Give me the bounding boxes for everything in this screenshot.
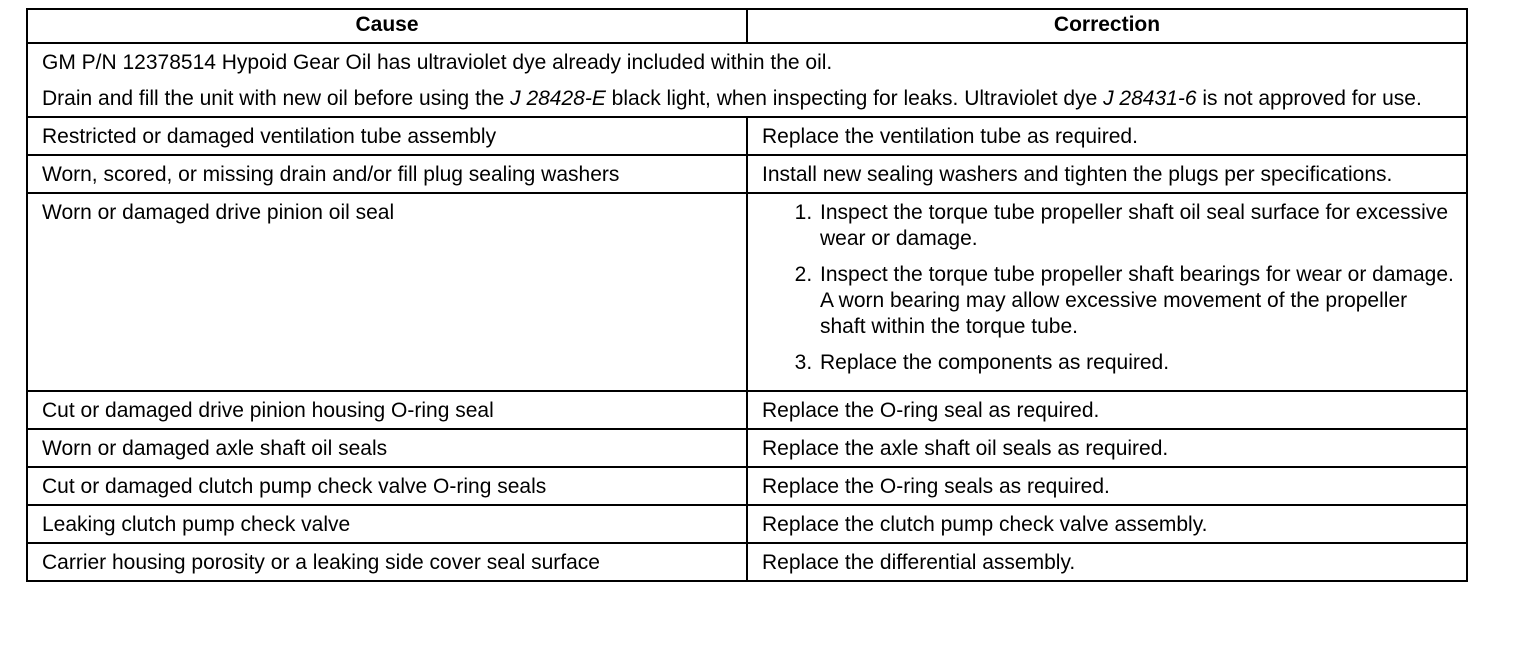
header-row [27, 9, 1467, 43]
column-header-cause: Cause [27, 9, 747, 43]
table-row [27, 467, 1467, 505]
correction-step: 3. Replace the components as required. [818, 350, 1454, 376]
correction-step: 1. Inspect the torque tube propeller shaft oil seal surface for excessive wear or damage. [818, 200, 1454, 252]
cause-cell: Carrier housing porosity or a leaking side cover seal surface [27, 543, 747, 581]
tool-reference-dye: J 28431-6 [1103, 87, 1197, 110]
cause-cell: Worn, scored, or missing drain and/or fill plug sealing washers [27, 155, 747, 193]
correction-cell: Replace the axle shaft oil seals as required. [747, 429, 1467, 467]
cause-cell: Restricted or damaged ventilation tube assembly [27, 117, 747, 155]
correction-cell: Replace the differential assembly. [747, 543, 1467, 581]
note-line-drain [42, 86, 1454, 112]
tool-reference-black-light: J 28428-E [510, 87, 606, 110]
correction-cell: Replace the ventilation tube as required. [747, 117, 1467, 155]
note-text: black light, when inspecting for leaks. Ultraviolet dye [605, 87, 1104, 110]
table-row [27, 193, 1467, 391]
column-header-correction: Correction [747, 9, 1467, 43]
note-cell [27, 43, 1467, 117]
note-line-oil: GM P/N 12378514 Hypoid Gear Oil has ultraviolet dye already included within the oil. [42, 51, 833, 74]
cause-cell: Leaking clutch pump check valve [27, 505, 747, 543]
note-row [27, 43, 1467, 117]
correction-cell [747, 193, 1467, 391]
table-row [27, 391, 1467, 429]
correction-step: 2. Inspect the torque tube propeller shaft bearings for wear or damage. A worn bearing may allow excessive movement of the propeller shaft within the torque tube. [818, 262, 1454, 340]
diagnosis-table [26, 8, 1468, 582]
correction-steps-list [762, 200, 1454, 376]
note-text: is not approved for use. [1196, 87, 1422, 110]
table-row [27, 117, 1467, 155]
cause-cell: Cut or damaged drive pinion housing O-ring seal [27, 391, 747, 429]
table-row [27, 543, 1467, 581]
table-row [27, 505, 1467, 543]
cause-cell: Worn or damaged drive pinion oil seal [27, 193, 747, 391]
table-row [27, 155, 1467, 193]
cause-cell: Cut or damaged clutch pump check valve O-ring seals [27, 467, 747, 505]
table-row [27, 429, 1467, 467]
correction-cell: Replace the O-ring seal as required. [747, 391, 1467, 429]
correction-cell: Replace the O-ring seals as required. [747, 467, 1467, 505]
note-text: Drain and fill the unit with new oil before using the [42, 87, 511, 110]
correction-cell: Replace the clutch pump check valve assembly. [747, 505, 1467, 543]
cause-cell: Worn or damaged axle shaft oil seals [27, 429, 747, 467]
correction-cell: Install new sealing washers and tighten the plugs per specifications. [747, 155, 1467, 193]
